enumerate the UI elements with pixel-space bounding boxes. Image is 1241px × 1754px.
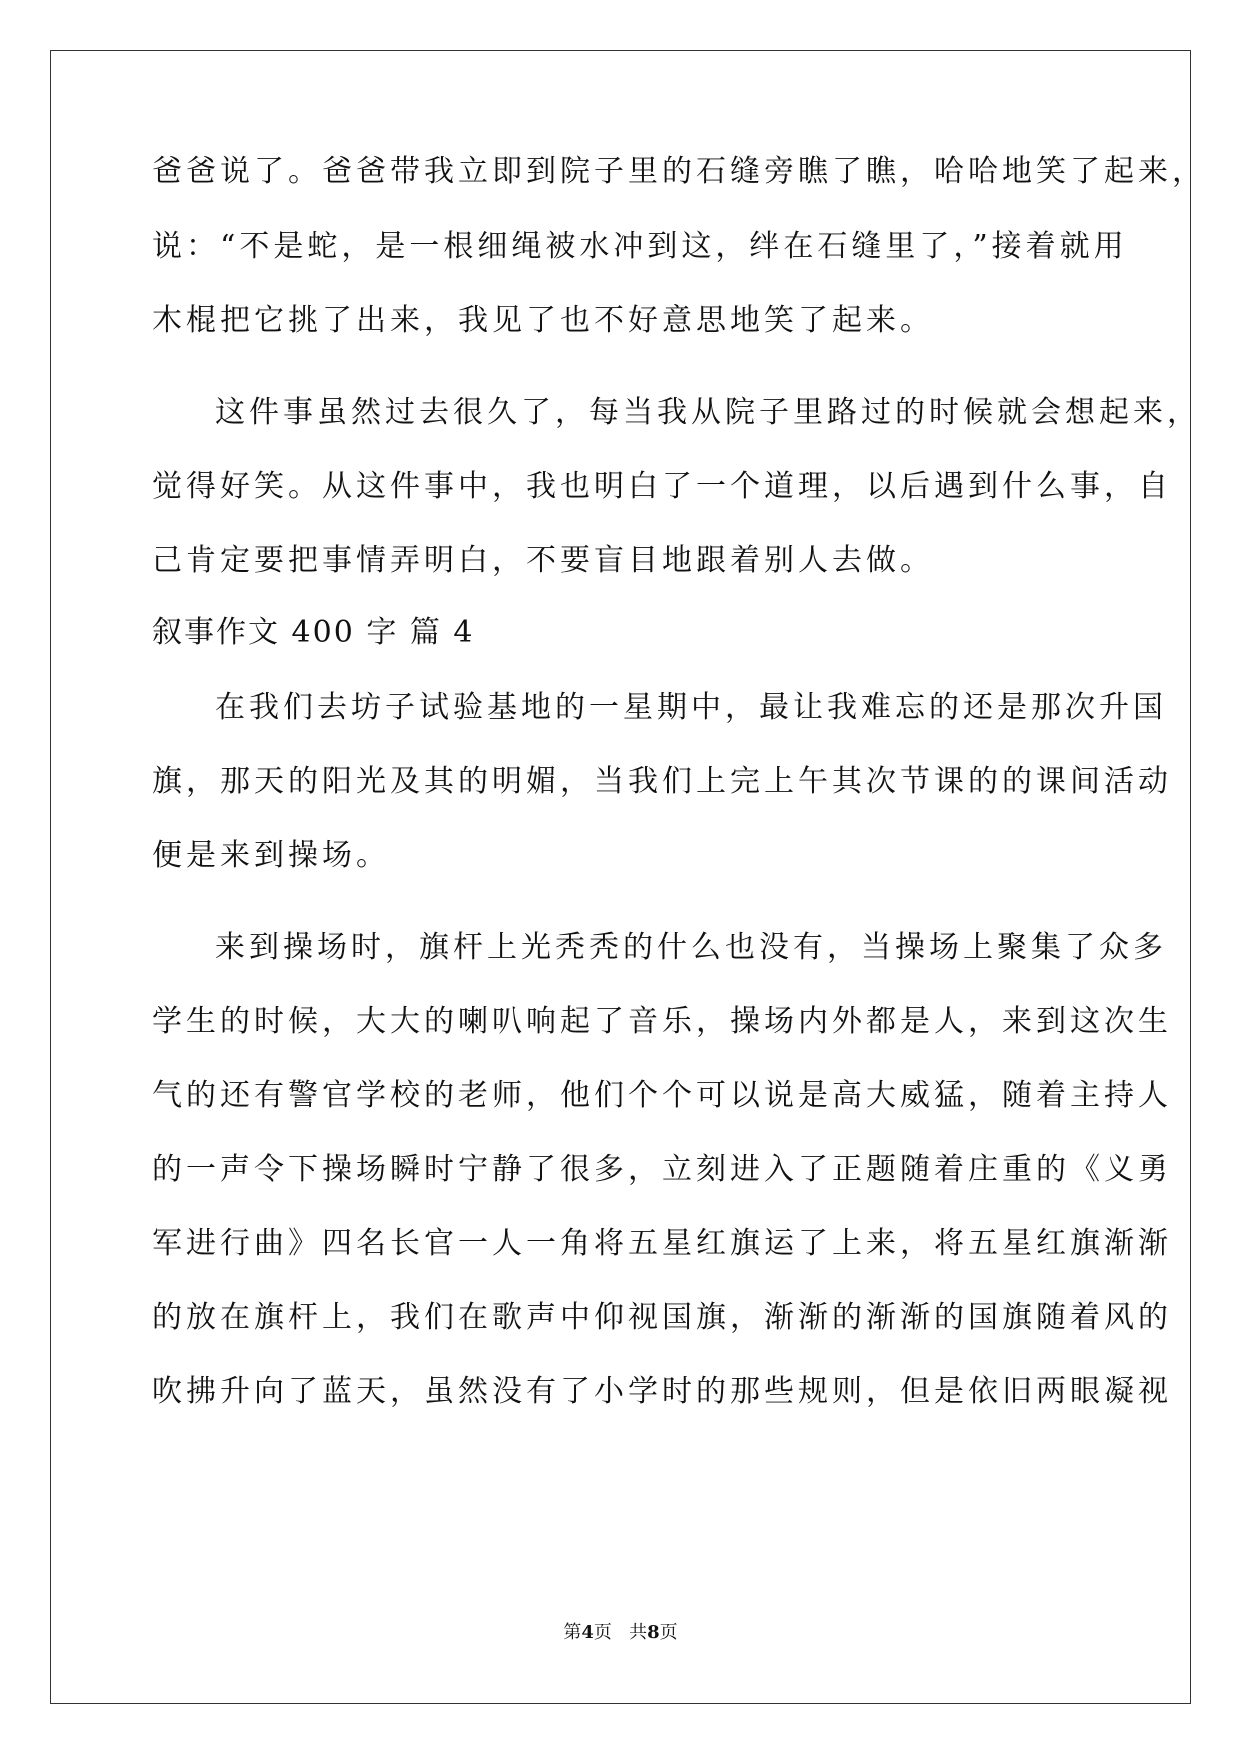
text-line: 旗，那天的阳光及其的明媚，当我们上完上午其次节课的的课间活动 (152, 764, 1172, 799)
page-border (50, 50, 1191, 1704)
text-line: 爸爸说了。爸爸带我立即到院子里的石缝旁瞧了瞧，哈哈地笑了起来， (152, 154, 1206, 189)
text-line: 气的还有警官学校的老师，他们个个可以说是高大威猛，随着主持人 (152, 1078, 1172, 1113)
text-line: 觉得好笑。从这件事中，我也明白了一个道理，以后遇到什么事，自 (152, 469, 1172, 504)
text-line: 的一声令下操场瞬时宁静了很多，立刻进入了正题随着庄重的《义勇 (152, 1152, 1172, 1187)
text-line: 在我们去坊子试验基地的一星期中，最让我难忘的还是那次升国 (215, 690, 1167, 725)
footer-prefix: 第 (563, 1622, 582, 1643)
text-line: 学生的时候，大大的喇叭响起了音乐，操场内外都是人，来到这次生 (152, 1004, 1172, 1039)
text-line: 军进行曲》四名长官一人一角将五星红旗运了上来，将五星红旗渐渐 (152, 1226, 1172, 1261)
total-page-number: 8 (647, 1622, 660, 1643)
current-page-number: 4 (581, 1622, 594, 1643)
footer-suffix: 页 (659, 1622, 678, 1643)
text-line: 来到操场时，旗杆上光秃秃的什么也没有，当操场上聚集了众多 (215, 930, 1167, 965)
text-line: 说：“不是蛇，是一根细绳被水冲到这，绊在石缝里了，”接着就用 (152, 229, 1128, 264)
text-line: 的放在旗杆上，我们在歌声中仰视国旗，渐渐的渐渐的国旗随着风的 (152, 1300, 1172, 1335)
footer-mid: 页 共 (593, 1622, 648, 1643)
text-line: 木棍把它挑了出来，我见了也不好意思地笑了起来。 (152, 303, 934, 338)
text-line: 己肯定要把事情弄明白，不要盲目地跟着别人去做。 (152, 543, 934, 578)
text-line: 吹拂升向了蓝天，虽然没有了小学时的那些规则，但是依旧两眼凝视 (152, 1374, 1172, 1409)
page-footer (0, 1621, 1241, 1645)
text-line: 这件事虽然过去很久了，每当我从院子里路过的时候就会想起来， (215, 395, 1201, 430)
section-heading: 叙事作文 400 字 篇 4 (152, 615, 475, 650)
text-line: 便是来到操场。 (152, 838, 390, 873)
